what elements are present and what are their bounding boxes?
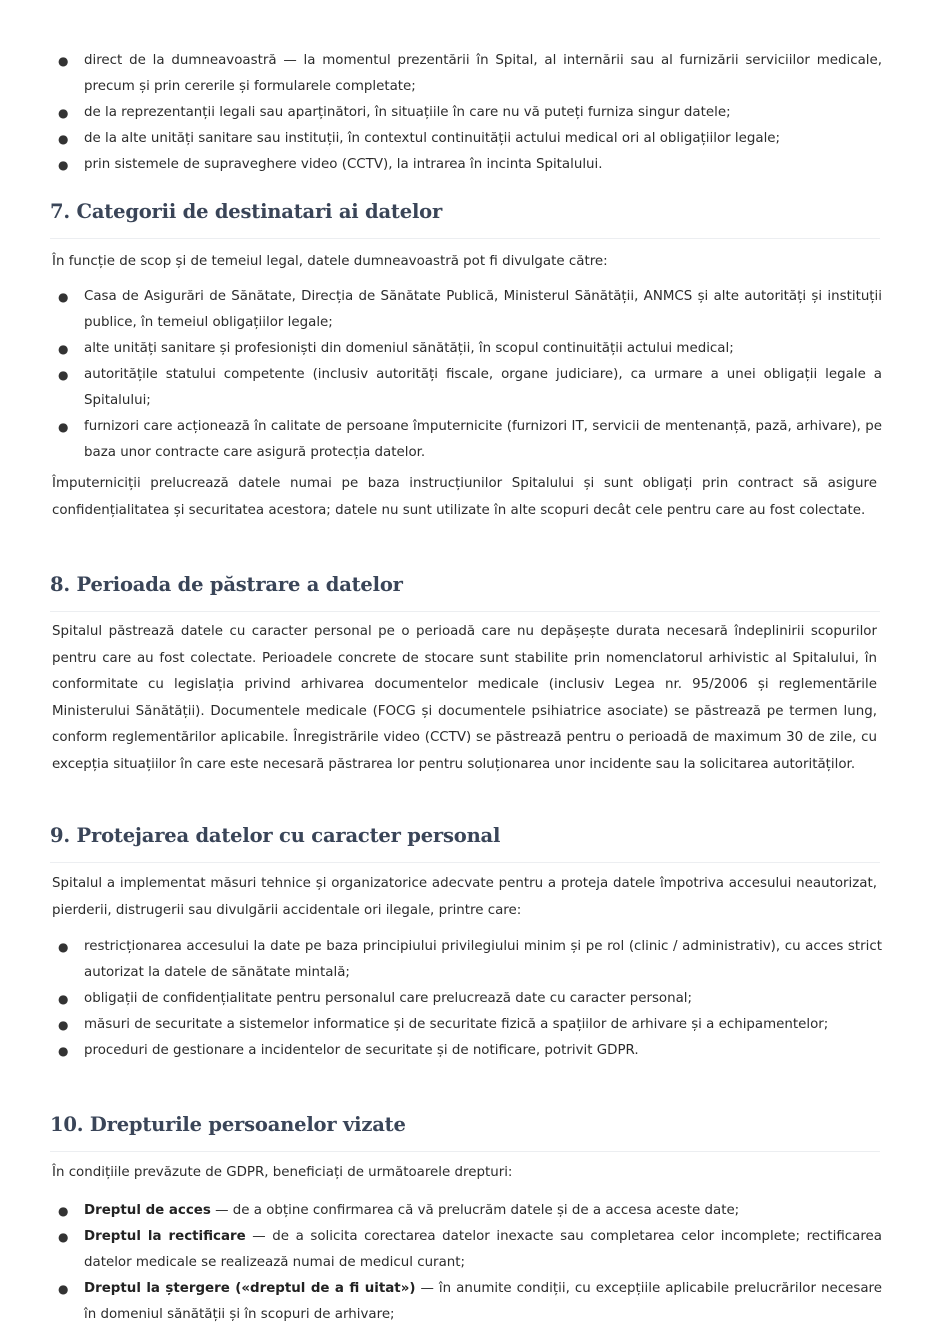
list-item: ● restricționarea accesului la date pe baza principiului privilegiului minim și pe rol (clinic / administrativ), cu acces strict autorizat la datele de sănătate mintală; <box>52 934 882 986</box>
list-item: ● obligații de confidențialitate pentru personalul care prelucrează date cu caracter personal; <box>52 986 882 1012</box>
section-heading: 9. Protejarea datelor cu caracter personal <box>50 824 501 847</box>
paragraph: În funcție de scop și de temeiul legal, datele dumneavoastră pot fi divulgate către: <box>52 254 608 269</box>
right-term: Dreptul la rectificare <box>84 1229 246 1244</box>
bullet-icon: ● <box>58 158 69 172</box>
section-heading: 8. Perioada de păstrare a datelor <box>50 573 403 596</box>
divider <box>50 1151 880 1152</box>
paragraph: Spitalul a implementat măsuri tehnice și organizatorice adecvate pentru a proteja datele împotriva accesului neautorizat, pierderii, distrugerii sau divulgării accidentale ori ilegale, printre care: <box>52 876 877 918</box>
list-item: ● de la alte unități sanitare sau instituții, în contextul continuității actului medical ori al obligațiilor legale; <box>52 126 882 152</box>
bullet-icon: ● <box>58 420 69 434</box>
bullet-icon: ● <box>58 1018 69 1032</box>
bullet-icon: ● <box>58 1204 69 1218</box>
section-heading: 7. Categorii de destinatari ai datelor <box>50 200 443 223</box>
bullet-icon: ● <box>58 132 69 146</box>
bullet-icon: ● <box>58 290 69 304</box>
bullet-icon: ● <box>58 1282 69 1296</box>
section-heading: 10. Drepturile persoanelor vizate <box>50 1113 406 1136</box>
bullet-icon: ● <box>58 54 69 68</box>
list-item: ● Dreptul la ștergere («dreptul de a fi uitat») — în anumite condiții, cu excepțiile aplicabile prelucrărilor necesare în domeniul sănătății și în scopuri de arhivare; <box>52 1276 882 1328</box>
bullet-icon: ● <box>58 1044 69 1058</box>
list-item: ● proceduri de gestionare a incidentelor de securitate și de notificare, potrivit GDPR. <box>52 1038 882 1064</box>
right-term: Dreptul la ștergere («dreptul de a fi uitat») <box>84 1281 416 1296</box>
right-term: Dreptul de acces <box>84 1203 211 1218</box>
list-item: ● alte unități sanitare și profesioniști din domeniul sănătății, în scopul continuității actului medical; <box>52 336 882 362</box>
list-item: ● prin sistemele de supraveghere video (CCTV), la intrarea în incinta Spitalului. <box>52 152 882 178</box>
paragraph: Împuterniciții prelucrează datele numai pe baza instrucțiunilor Spitalului și sunt obligați prin contract să asigure confidențialitatea și securitatea acestora; datele nu sunt utilizate în alte scopuri decât cele pentru care au fost colectate. <box>52 476 877 518</box>
list-item: ● Dreptul de acces — de a obține confirmarea că vă prelucrăm datele și de a accesa aceste date; <box>52 1198 882 1224</box>
list-item: ● Dreptul la rectificare — de a solicita corectarea datelor inexacte sau completarea celor incomplete; rectificarea datelor medicale se realizează numai de medicul curant; <box>52 1224 882 1276</box>
list-item: ● Casa de Asigurări de Sănătate, Direcția de Sănătate Publică, Ministerul Sănătății, ANMCS și alte autorități și instituții publice, în temeiul obligațiilor legale; <box>52 284 882 336</box>
list-item: ● autoritățile statului competente (inclusiv autorități fiscale, organe judiciare), ca urmare a unei obligații legale a Spitalului; <box>52 362 882 414</box>
bullet-icon: ● <box>58 940 69 954</box>
bullet-icon: ● <box>58 368 69 382</box>
bullet-icon: ● <box>58 342 69 356</box>
divider <box>50 862 880 863</box>
recipients-list <box>52 284 882 466</box>
list-item: ● măsuri de securitate a sistemelor informatice și de securitate fizică a spațiilor de arhivare și a echipamentelor; <box>52 1012 882 1038</box>
bullet-icon: ● <box>58 106 69 120</box>
divider <box>50 611 880 612</box>
bullet-icon: ● <box>58 992 69 1006</box>
paragraph: Spitalul păstrează datele cu caracter personal pe o perioadă care nu depășește durata necesară îndeplinirii scopurilor pentru care au fost colectate. Perioadele concrete de stocare sunt stabilite prin nomenclatorul arhivistic al Spitalului, în conformitate cu legislația privind arhivarea documentelor medicale (inclusiv Legea nr. 95/2006 și reglementările Ministerului Sănătății). Documentele medicale (FOCG și documentele psihiatrice asociate) se păstrează pe termen lung, conform reglementărilor aplicabile. Înregistrările video (CCTV) se păstrează pentru o perioadă de maximum 30 de zile, cu excepția situațiilor în care este necesară păstrarea lor pentru soluționarea unor incidente sau la solicitarea autorităților. <box>52 624 877 772</box>
list-item: ● direct de la dumneavoastră — la momentul prezentării în Spital, al internării sau al furnizării serviciilor medicale, precum și prin cererile și formularele completate; <box>52 48 882 100</box>
paragraph: În condițiile prevăzute de GDPR, beneficiați de următoarele drepturi: <box>52 1165 513 1180</box>
list-item: ● de la reprezentanții legali sau aparținători, în situațiile în care nu vă puteți furniza singur datele; <box>52 100 882 126</box>
list-item: ● furnizori care acționează în calitate de persoane împuternicite (furnizori IT, servicii de mentenanță, pază, arhivare), pe baza unor contracte care asigură protecția datelor. <box>52 414 882 466</box>
rights-list <box>52 1198 882 1328</box>
measures-list <box>52 934 882 1064</box>
sources-list <box>52 48 882 178</box>
bullet-icon: ● <box>58 1230 69 1244</box>
divider <box>50 238 880 239</box>
